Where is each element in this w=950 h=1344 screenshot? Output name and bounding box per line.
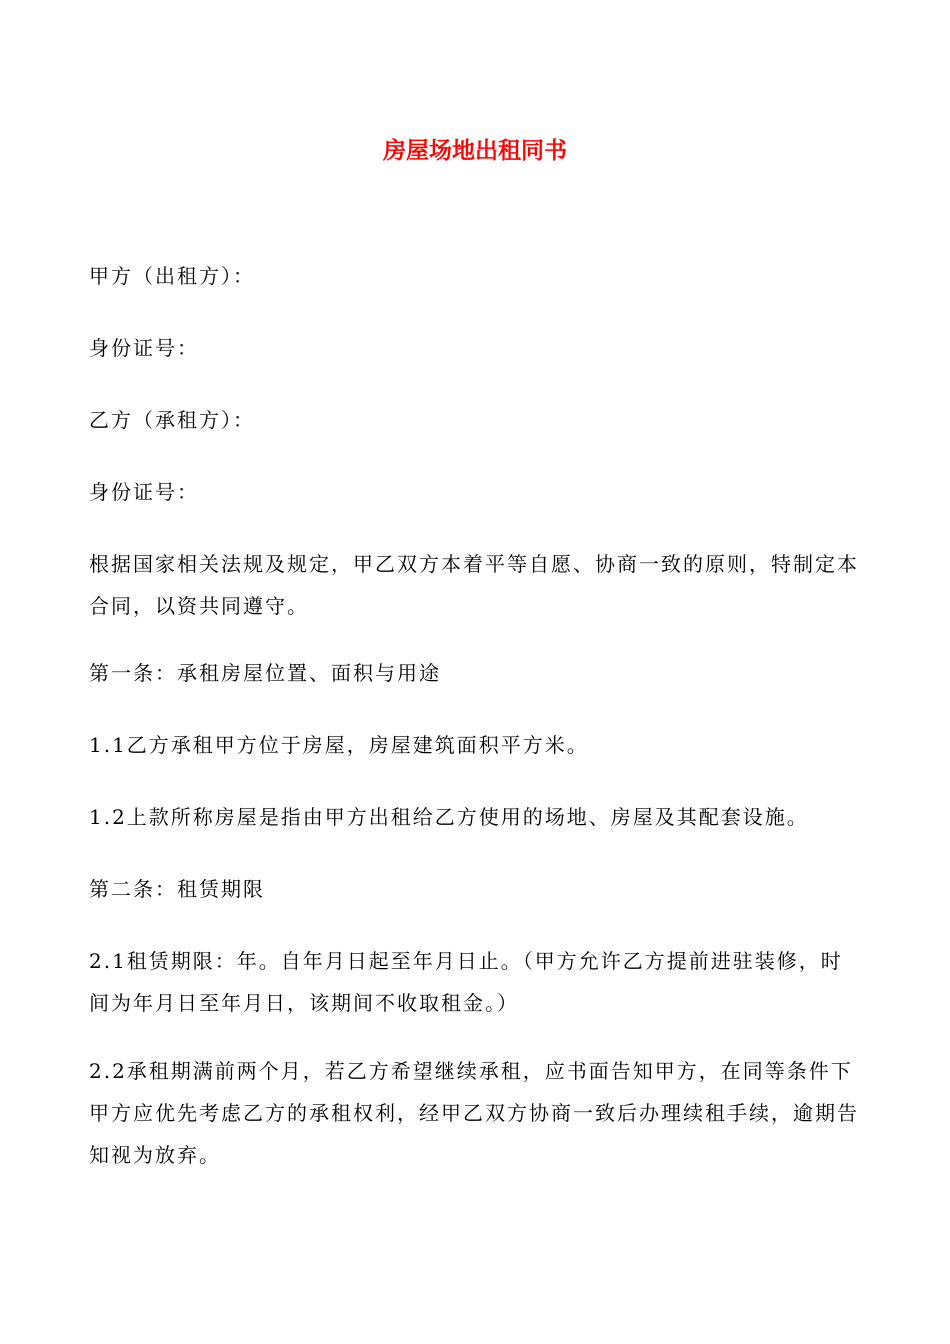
party-a-label: 甲方（出租方）：	[89, 264, 255, 288]
article-1-heading: 第一条：承租房屋位置、面积与用途	[89, 661, 441, 685]
party-b-label: 乙方（承租方）：	[89, 408, 255, 432]
preamble-paragraph: 根据国家相关法规及规定，甲乙双方本着平等自愿、协商一致的原则，特制定本合同，以资共同遵守。	[89, 552, 859, 618]
party-b-id-label: 身份证号：	[89, 480, 199, 504]
article-2-heading: 第二条：租赁期限	[89, 877, 265, 901]
clause-1-1: 1.1乙方承租甲方位于房屋，房屋建筑面积平方米。	[89, 733, 589, 757]
clause-1-2: 1.2上款所称房屋是指由甲方出租给乙方使用的场地、房屋及其配套设施。	[89, 805, 809, 829]
clause-2-1: 2.1租赁期限：年。自年月日起至年月日止。（甲方允许乙方提前进驻装修，时间为年月日至年月日，该期间不收取租金。）	[89, 949, 843, 1015]
document-title: 房屋场地出租同书	[383, 138, 567, 164]
clause-2-2: 2.2承租期满前两个月，若乙方希望继续承租，应书面告知甲方，在同等条件下甲方应优先考虑乙方的承租权利，经甲乙双方协商一致后办理续租手续，逾期告知视为放弃。	[89, 1059, 859, 1167]
party-a-id-label: 身份证号：	[89, 336, 199, 360]
